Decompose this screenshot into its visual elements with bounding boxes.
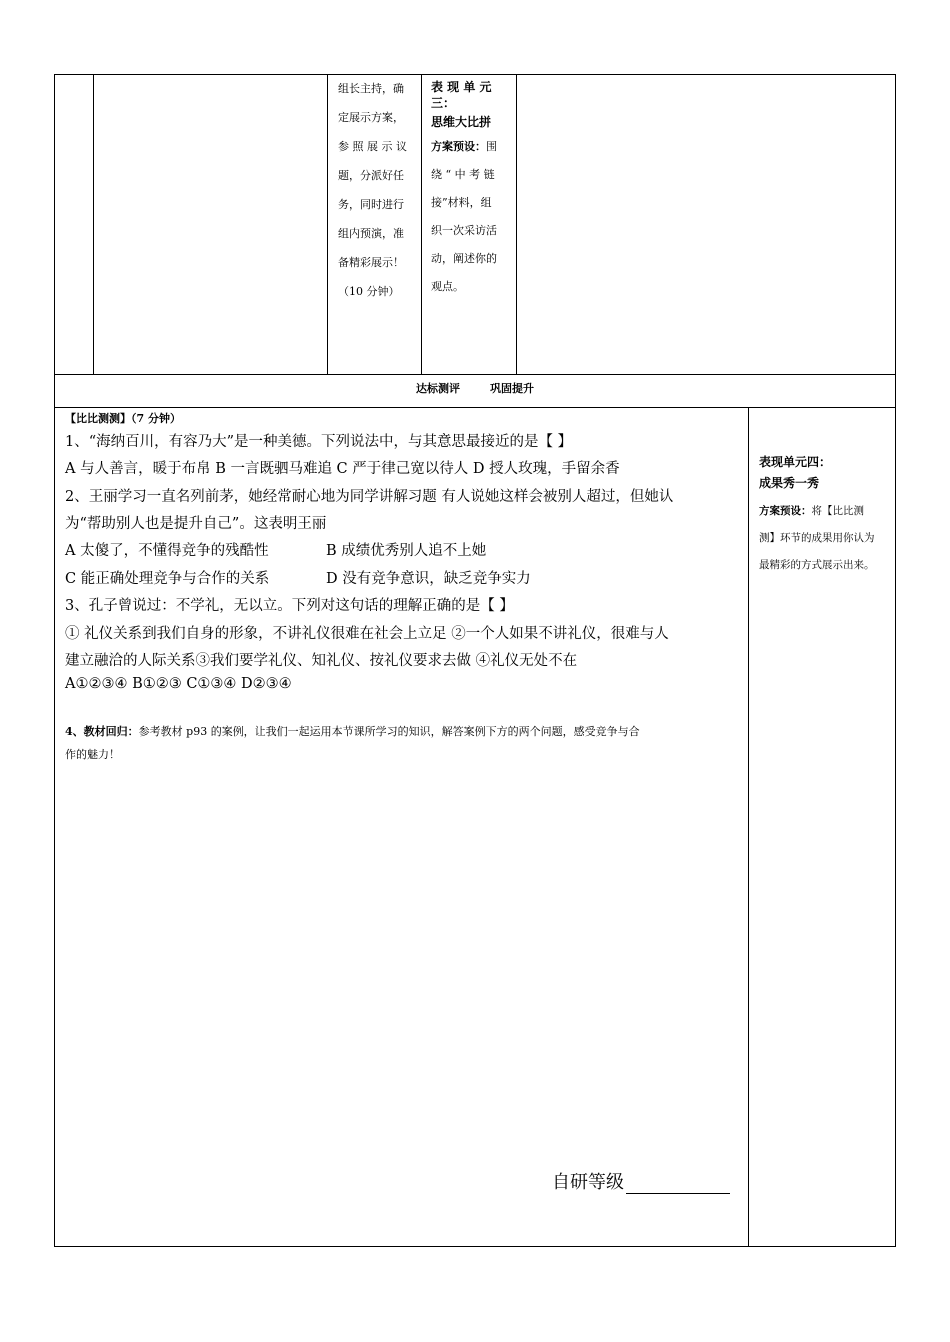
question-3-options: A①②③④ B①②③ C①③④ D②③④ [65,676,292,692]
table-left-border [54,74,55,1247]
procedure-line: 题，分派好任 [338,169,404,182]
plan-line: 观点。 [431,280,464,293]
unit-four-plan-line: 测】环节的成果用你认为 [759,532,875,544]
section-header [0,380,950,396]
procedure-line: 备精彩展示！ [338,256,404,269]
unit-three-plan [431,133,513,301]
plan-line: 织一次采访活 [431,224,497,237]
question-3-line-1: ① 礼仪关系到我们自身的形象，不讲礼仪很难在社会上立足 ②一个人如果不讲礼仪，很难与人 [65,626,669,642]
unit-three-title: 表 现 单 元 三： [431,80,492,110]
procedure-line: 组内预演，准 [338,227,404,240]
procedure-cell [338,74,407,306]
quiz-heading: 【比比测测】（7 分钟） [65,412,181,425]
top-col-divider-4 [516,74,517,375]
question-3: 3、孔子曾说过：不学礼，无以立。下列对这句话的理解正确的是【 】 [65,598,514,614]
self-grade-blank[interactable] [626,1175,730,1194]
table-right-border [895,74,896,1247]
table-bottom-border [54,1246,896,1247]
procedure-line: 务，同时进行 [338,198,404,211]
procedure-line: 定展示方案， [338,111,404,124]
section-header-left: 达标测评 [416,382,460,395]
top-col-divider-1 [93,74,94,375]
self-grade-label: 自研等级 [552,1172,624,1193]
question-2-line-2: 为“帮助别人也是提升自己”。这表明王丽 [65,516,327,532]
top-col-divider-3 [421,74,422,375]
plan-line: 动，阐述你的 [431,252,497,265]
quiz-col-divider [748,407,749,1247]
top-col-divider-2 [327,74,328,375]
question-4-text: 参考教材 p93 的案例，让我们一起运用本节课所学习的知识，解答案例下方的两个问题，感受竞争与合 [138,725,640,738]
unit-four-plan-line: 最精彩的方式展示出来。 [759,559,875,571]
unit-four-plan-first: 将【比比测 [811,505,864,517]
unit-four-plan [759,498,891,579]
table-top-border [54,74,896,75]
plan-line: 接”材料，组 [431,196,492,209]
unit-four-cell [759,452,891,579]
unit-three-cell [431,79,513,301]
self-grade [552,1168,730,1194]
section-header-right: 巩固提升 [490,382,534,395]
question-2-option-d: D 没有竞争意识，缺乏竞争实力 [326,571,531,587]
unit-three-subtitle: 思维大比拼 [431,115,492,129]
question-4-label: 4、教材回归： [65,725,139,738]
row-divider-1 [54,374,896,375]
unit-four-plan-label: 方案预设： [759,505,812,517]
question-4-line-2: 作的魅力！ [65,748,120,761]
procedure-line: 组长主持，确 [338,82,404,95]
plan-line: 绕 “ 中 考 链 [431,168,495,181]
question-2-option-c: C 能正确处理竞争与合作的关系 [65,571,270,587]
row-divider-2 [54,407,896,408]
question-2-option-a: A 太傻了，不懂得竞争的残酷性 [65,543,269,559]
unit-four-subtitle: 成果秀一秀 [759,476,820,490]
question-2-line-1: 2、王丽学习一直名列前茅，她经常耐心地为同学讲解习题 有人说她这样会被别人超过，但她认 [65,489,674,505]
unit-four-title: 表现单元四： [759,455,832,469]
question-1-options: A 与人善言，暖于布帛 B 一言既驷马难追 C 严于律己宽以待人 D 授人玫瑰，手留余香 [65,461,620,477]
question-1: 1、“海纳百川，有容乃大”是一种美德。下列说法中，与其意思最接近的是【 】 [65,434,573,450]
procedure-line: （10 分钟） [338,285,400,298]
plan-label: 方案预设： [431,140,486,153]
plan-first: 围 [486,140,497,153]
procedure-line: 参 照 展 示 议 [338,140,407,153]
question-2-option-b: B 成绩优秀别人追不上她 [326,543,487,559]
question-4-line-1 [65,723,640,739]
question-3-line-2: 建立融洽的人际关系③我们要学礼仪、知礼仪、按礼仪要求去做 ④礼仪无处不在 [65,653,578,669]
